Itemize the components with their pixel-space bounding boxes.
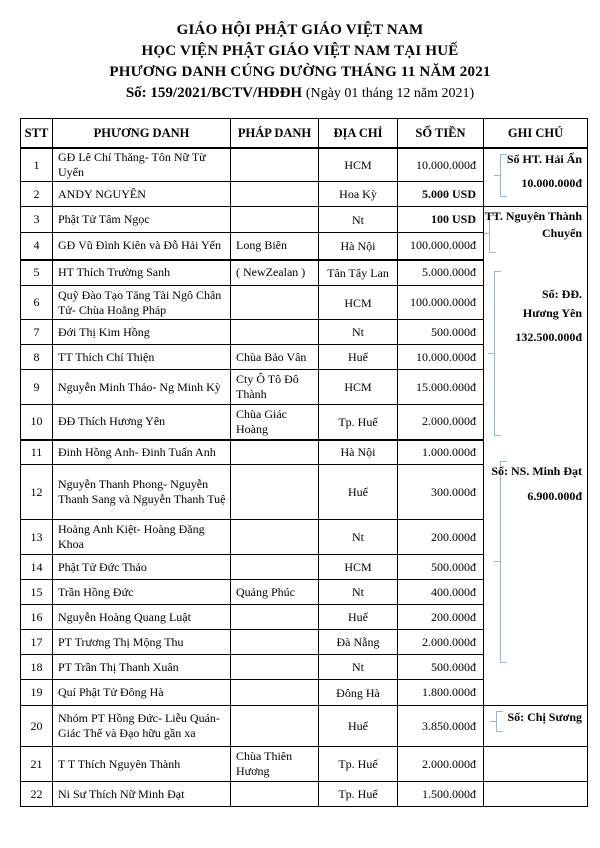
addr-cell: Nt bbox=[319, 655, 398, 680]
name-cell: ANDY NGUYÊN bbox=[53, 182, 231, 207]
amount-cell: 100.000.000đ bbox=[398, 286, 484, 320]
document-number-line bbox=[0, 83, 600, 104]
amount-cell: 500.000đ bbox=[398, 655, 484, 680]
stt-cell: 4 bbox=[21, 233, 53, 260]
note-text: 132.500.000đ bbox=[515, 330, 582, 344]
dharma-cell bbox=[231, 706, 319, 747]
addr-cell: Tp. Huế bbox=[319, 782, 398, 807]
stt-cell: 3 bbox=[21, 207, 53, 233]
dharma-cell bbox=[231, 520, 319, 555]
name-cell: PT Trương Thị Mộng Thu bbox=[53, 630, 231, 655]
column-header: ĐỊA CHỈ bbox=[319, 119, 398, 149]
dharma-cell bbox=[231, 465, 319, 520]
dharma-cell bbox=[231, 655, 319, 680]
dharma-cell bbox=[231, 680, 319, 706]
name-cell: TT Thích Chí Thiện bbox=[53, 345, 231, 370]
addr-cell: HCM bbox=[319, 148, 398, 182]
dharma-cell: Cty Ô Tô Đô Thành bbox=[231, 370, 319, 405]
name-cell: Nguyễn Thanh Phong- Nguyễn Thanh Sang và Nguyễn Thanh Tuệ bbox=[53, 465, 231, 520]
addr-cell: Nt bbox=[319, 207, 398, 233]
stt-cell: 1 bbox=[21, 148, 53, 182]
name-cell: Nhóm PT Hồng Đức- Liễu Quán- Giác Thế và Đạo hữu gần xa bbox=[53, 706, 231, 747]
name-cell: PT Trần Thị Thanh Xuân bbox=[53, 655, 231, 680]
name-cell: ĐĐ Thích Hương Yên bbox=[53, 405, 231, 440]
note-text: 6.900.000đ bbox=[527, 489, 582, 503]
stt-cell: 16 bbox=[21, 605, 53, 630]
amount-cell: 1.800.000đ bbox=[398, 680, 484, 706]
name-cell: Đới Thị Kim Hồng bbox=[53, 320, 231, 345]
donation-table bbox=[20, 118, 588, 807]
addr-cell: Huế bbox=[319, 706, 398, 747]
group-brace-icon bbox=[496, 711, 503, 732]
addr-cell: HCM bbox=[319, 555, 398, 580]
addr-cell: Nt bbox=[319, 320, 398, 345]
table-row bbox=[21, 706, 588, 747]
dharma-cell: Chùa Thiên Hương bbox=[231, 747, 319, 782]
amount-cell: 500.000đ bbox=[398, 320, 484, 345]
name-cell: Nguyễn Minh Thảo- Ng Minh Kỳ bbox=[53, 370, 231, 405]
title-line-3: PHƯƠNG DANH CÚNG DƯỜNG THÁNG 11 NĂM 2021 bbox=[109, 64, 491, 80]
stt-cell: 12 bbox=[21, 465, 53, 520]
dharma-cell: Chùa Giác Hoàng bbox=[231, 405, 319, 440]
addr-cell: Tp. Huế bbox=[319, 747, 398, 782]
addr-cell: Huế bbox=[319, 345, 398, 370]
note-cell bbox=[484, 782, 588, 807]
table-header bbox=[21, 119, 588, 149]
name-cell: Phật Tử Tâm Ngọc bbox=[53, 207, 231, 233]
dharma-cell bbox=[231, 182, 319, 207]
column-header: GHI CHÚ bbox=[484, 119, 588, 149]
amount-cell: 100 USD bbox=[398, 207, 484, 233]
note-text: Sổ HT. Hải Ấn bbox=[506, 152, 582, 166]
amount-cell: 1.000.000đ bbox=[398, 440, 484, 465]
dharma-cell bbox=[231, 440, 319, 465]
dharma-cell bbox=[231, 320, 319, 345]
title-line-2: HỌC VIỆN PHẬT GIÁO VIỆT NAM TẠI HUẾ bbox=[141, 43, 459, 59]
title-line-1: GIÁO HỘI PHẬT GIÁO VIỆT NAM bbox=[176, 22, 424, 38]
table-row bbox=[21, 747, 588, 782]
name-cell: Quí Phật Tử Đông Hà bbox=[53, 680, 231, 706]
note-cell bbox=[484, 747, 588, 782]
stt-cell: 19 bbox=[21, 680, 53, 706]
dharma-cell: Chùa Bảo Vân bbox=[231, 345, 319, 370]
amount-cell: 300.000đ bbox=[398, 465, 484, 520]
name-cell: Nguyễn Hoàng Quang Luật bbox=[53, 605, 231, 630]
addr-cell: Hoa Kỳ bbox=[319, 182, 398, 207]
dharma-cell bbox=[231, 630, 319, 655]
dharma-cell: ( NewZealan ) bbox=[231, 260, 319, 286]
addr-cell: Đà Nẵng bbox=[319, 630, 398, 655]
addr-cell: Tân Tây Lan bbox=[319, 260, 398, 286]
table-row bbox=[21, 148, 588, 182]
stt-cell: 6 bbox=[21, 286, 53, 320]
dharma-cell: Long Biên bbox=[231, 233, 319, 260]
stt-cell: 13 bbox=[21, 520, 53, 555]
note-text: 10.000.000đ bbox=[521, 176, 582, 190]
note-text: Sổ: ĐĐ. bbox=[541, 287, 582, 301]
amount-cell: 3.850.000đ bbox=[398, 706, 484, 747]
addr-cell: HCM bbox=[319, 370, 398, 405]
amount-cell: 2.000.000đ bbox=[398, 405, 484, 440]
addr-cell: Tp. Huế bbox=[319, 405, 398, 440]
group-brace-icon bbox=[500, 461, 507, 663]
stt-cell: 10 bbox=[21, 405, 53, 440]
amount-cell: 100.000.000đ bbox=[398, 233, 484, 260]
name-cell: Ni Sư Thích Nữ Minh Đạt bbox=[53, 782, 231, 807]
addr-cell: HCM bbox=[319, 286, 398, 320]
column-header: SỐ TIỀN bbox=[398, 119, 484, 149]
table-row bbox=[21, 782, 588, 807]
amount-cell: 200.000đ bbox=[398, 520, 484, 555]
note-text: Hương Yên bbox=[522, 306, 582, 320]
addr-cell: Nt bbox=[319, 580, 398, 605]
name-cell: Phật Tử Đức Thảo bbox=[53, 555, 231, 580]
dharma-cell bbox=[231, 286, 319, 320]
note-cell bbox=[484, 148, 588, 207]
title-block bbox=[0, 0, 600, 104]
document-date: (Ngày 01 tháng 12 năm 2021) bbox=[305, 86, 475, 101]
amount-cell: 500.000đ bbox=[398, 555, 484, 580]
amount-cell: 10.000.000đ bbox=[398, 148, 484, 182]
name-cell: GĐ Vũ Đình Kiên và Đỗ Hải Yến bbox=[53, 233, 231, 260]
addr-cell: Hà Nội bbox=[319, 233, 398, 260]
dharma-cell bbox=[231, 782, 319, 807]
name-cell: Trần Hồng Đức bbox=[53, 580, 231, 605]
note-cell bbox=[484, 706, 588, 747]
stt-cell: 21 bbox=[21, 747, 53, 782]
stt-cell: 8 bbox=[21, 345, 53, 370]
table-row bbox=[21, 207, 588, 233]
addr-cell: Đông Hà bbox=[319, 680, 398, 706]
column-header: PHÁP DANH bbox=[231, 119, 319, 149]
name-cell: Quỹ Đào Tạo Tăng Tài Ngô Chân Tử- Chùa Hoằng Pháp bbox=[53, 286, 231, 320]
note-text: Chuyển bbox=[541, 226, 582, 240]
stt-cell: 20 bbox=[21, 706, 53, 747]
header-row bbox=[21, 119, 588, 149]
name-cell: Đinh Hồng Anh- Đinh Tuấn Anh bbox=[53, 440, 231, 465]
dharma-cell bbox=[231, 207, 319, 233]
name-cell: T T Thích Nguyên Thành bbox=[53, 747, 231, 782]
document-number: Số: 159/2021/BCTV/HĐĐH bbox=[125, 85, 303, 101]
addr-cell: Huế bbox=[319, 605, 398, 630]
addr-cell: Huế bbox=[319, 465, 398, 520]
amount-cell: 5.000.000đ bbox=[398, 260, 484, 286]
table-body bbox=[21, 148, 588, 807]
amount-cell: 2.000.000đ bbox=[398, 747, 484, 782]
group-brace-icon bbox=[494, 271, 501, 436]
amount-cell: 1.500.000đ bbox=[398, 782, 484, 807]
note-text: Sổ: NS. Minh Đạt bbox=[491, 464, 582, 478]
amount-cell: 2.000.000đ bbox=[398, 630, 484, 655]
note-text: TT. Nguyên Thành bbox=[484, 209, 582, 223]
amount-cell: 5.000 USD bbox=[398, 182, 484, 207]
dharma-cell: Quảng Phúc bbox=[231, 580, 319, 605]
note-text: Sổ: Chị Sương bbox=[507, 710, 582, 724]
stt-cell: 2 bbox=[21, 182, 53, 207]
amount-cell: 200.000đ bbox=[398, 605, 484, 630]
stt-cell: 9 bbox=[21, 370, 53, 405]
addr-cell: Hà Nội bbox=[319, 440, 398, 465]
stt-cell: 14 bbox=[21, 555, 53, 580]
amount-cell: 400.000đ bbox=[398, 580, 484, 605]
name-cell: HT Thích Trường Sanh bbox=[53, 260, 231, 286]
column-header: PHƯƠNG DANH bbox=[53, 119, 231, 149]
dharma-cell bbox=[231, 555, 319, 580]
stt-cell: 18 bbox=[21, 655, 53, 680]
amount-cell: 10.000.000đ bbox=[398, 345, 484, 370]
name-cell: GĐ Lê Chí Thăng- Tôn Nữ Từ Uyển bbox=[53, 148, 231, 182]
addr-cell: Nt bbox=[319, 520, 398, 555]
column-header: STT bbox=[21, 119, 53, 149]
stt-cell: 22 bbox=[21, 782, 53, 807]
name-cell: Hoàng Anh Kiệt- Hoàng Đăng Khoa bbox=[53, 520, 231, 555]
stt-cell: 7 bbox=[21, 320, 53, 345]
amount-cell: 15.000.000đ bbox=[398, 370, 484, 405]
note-cell bbox=[484, 207, 588, 706]
stt-cell: 5 bbox=[21, 260, 53, 286]
dharma-cell bbox=[231, 148, 319, 182]
dharma-cell bbox=[231, 605, 319, 630]
stt-cell: 15 bbox=[21, 580, 53, 605]
stt-cell: 17 bbox=[21, 630, 53, 655]
stt-cell: 11 bbox=[21, 440, 53, 465]
